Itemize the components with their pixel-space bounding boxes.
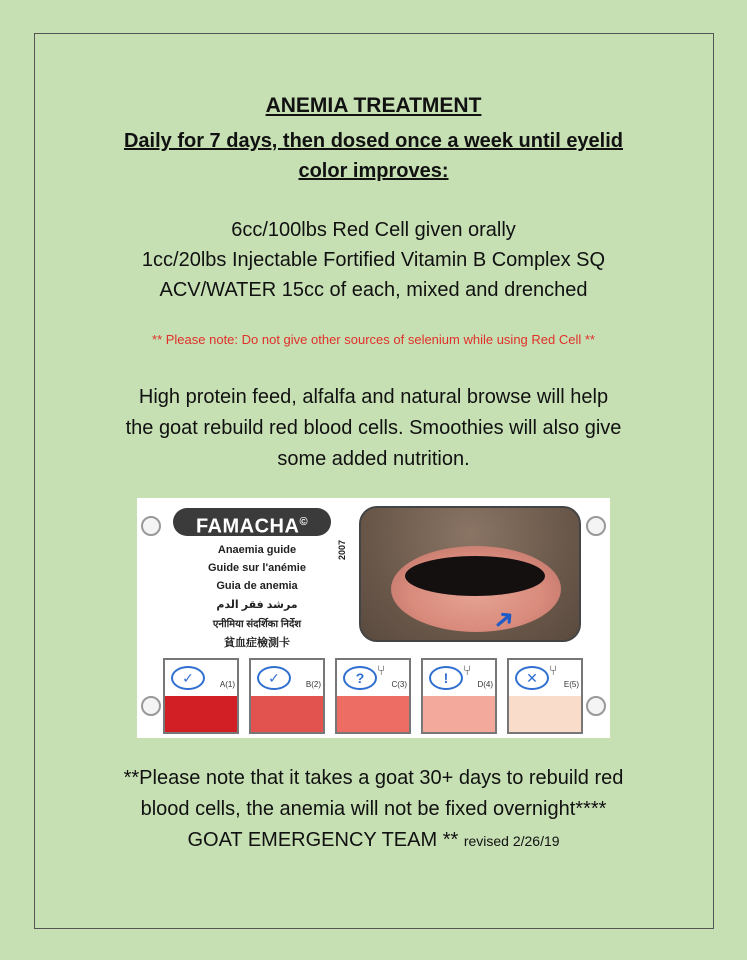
guide-line: एनीमिया संदर्शिका निर्देश [212, 619, 302, 630]
swatch-a [163, 658, 239, 734]
arrow-icon: ➜ [485, 600, 522, 638]
brand-name: FAMACHA [195, 515, 300, 538]
card-hole [141, 696, 161, 716]
famacha-logo [173, 508, 331, 536]
page-title: ANEMIA TREATMENT [265, 94, 482, 117]
revision-date: revised 2/26/19 [463, 833, 560, 849]
eye-pupil [405, 556, 545, 596]
swatch-code: E(5) [563, 680, 579, 689]
card-hole [586, 516, 606, 536]
swatch-color [337, 696, 409, 732]
famacha-card [137, 498, 610, 738]
swatch-code: C(3) [391, 680, 407, 689]
card-hole [141, 516, 161, 536]
check-icon: ✓ [257, 666, 291, 690]
guide-line: Guia de anemia [216, 580, 298, 592]
footer-signature [0, 825, 747, 857]
card-hole [586, 696, 606, 716]
feed-line: the goat rebuild red blood cells. Smoothies will also give [125, 417, 622, 439]
swatch-code: B(2) [305, 680, 321, 689]
dosage-list [0, 215, 747, 305]
swatch-d [421, 658, 497, 734]
guide-line: Guide sur l'anémie [208, 562, 306, 574]
subtitle [0, 126, 747, 186]
skull-icon: ✕ [515, 666, 549, 690]
team-name: GOAT EMERGENCY TEAM ** [187, 829, 464, 851]
footer-line: **Please note that it takes a goat 30+ days to rebuild red [123, 767, 624, 789]
card-year: 2007 [337, 540, 347, 561]
check-icon: ✓ [171, 666, 205, 690]
swatch-color [165, 696, 237, 732]
dosage-line: 6cc/100lbs Red Cell given orally [231, 219, 516, 241]
guide-line: 貧血症檢測卡 [224, 637, 290, 649]
footer-note [0, 763, 747, 857]
eyelid-photo [359, 506, 581, 642]
swatch-color [423, 696, 495, 732]
fork-icon: ⑂ [549, 662, 558, 678]
copyright-mark: © [299, 516, 309, 528]
swatch-color [509, 696, 581, 732]
swatch-b [249, 658, 325, 734]
selenium-warning: ** Please note: Do not give other sources of selenium while using Red Cell ** [152, 332, 595, 347]
feed-advice [0, 382, 747, 475]
swatch-c [335, 658, 411, 734]
feed-line: some added nutrition. [277, 448, 470, 470]
guide-line: Anaemia guide [217, 544, 297, 556]
swatch-color [251, 696, 323, 732]
dosage-line: ACV/WATER 15cc of each, mixed and drenched [159, 279, 588, 301]
swatch-e [507, 658, 583, 734]
subtitle-line-1: Daily for 7 days, then dosed once a week until eyelid [123, 130, 624, 152]
exclamation-icon: ! [429, 666, 463, 690]
fork-icon: ⑂ [377, 662, 386, 678]
color-swatches [163, 658, 583, 734]
swatch-code: D(4) [477, 680, 493, 689]
guide-line: مرشد فقر الدم [216, 599, 298, 611]
subtitle-line-2: color improves: [298, 160, 449, 182]
feed-line: High protein feed, alfalfa and natural browse will help [138, 386, 609, 408]
footer-line: blood cells, the anemia will not be fixed overnight**** [140, 798, 607, 820]
swatch-code: A(1) [219, 680, 235, 689]
question-icon: ? [343, 666, 377, 690]
fork-icon: ⑂ [463, 662, 472, 678]
dosage-line: 1cc/20lbs Injectable Fortified Vitamin B Complex SQ [141, 249, 606, 271]
